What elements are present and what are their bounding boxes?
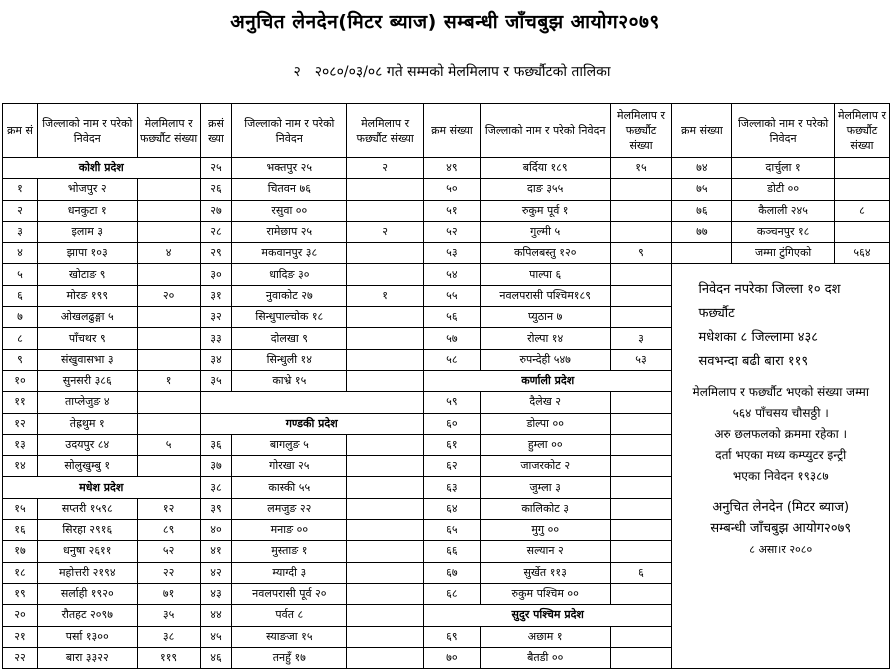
settled-cell: ८ <box>834 200 889 221</box>
note-line: मधेशका ८ जिल्लामा ४३८ <box>698 330 819 346</box>
settled-cell <box>137 349 200 370</box>
settled-cell <box>610 179 672 200</box>
settled-cell <box>834 158 889 179</box>
serial-cell: ७६ <box>672 200 732 221</box>
settled-cell <box>137 307 200 328</box>
district-cell: बागलुङ ५ <box>232 434 347 455</box>
serial-cell: ४० <box>200 520 232 541</box>
note-line: फर्छ्यौट <box>698 306 735 322</box>
district-cell: गुल्मी ५ <box>480 221 610 242</box>
serial-cell: ७४ <box>672 158 732 179</box>
district-cell: चितवन ७६ <box>232 179 347 200</box>
serial-cell: १ <box>3 179 38 200</box>
serial-cell: ४ <box>3 243 38 264</box>
note-settlement-total <box>672 374 889 487</box>
col-header-settled: मेलमिलाप र फर्छ्यौट संख्या <box>610 104 672 158</box>
serial-cell: ५२ <box>423 221 480 242</box>
district-cell: मनाङ ०० <box>232 520 347 541</box>
serial-cell: १५ <box>3 498 38 519</box>
col-header-district: जिल्लाको नाम र परेको निवेदन <box>732 104 835 158</box>
district-cell: संखुवासभा ३ <box>37 349 137 370</box>
settled-cell <box>137 179 200 200</box>
district-cell: रुपन्देही ५४७ <box>480 349 610 370</box>
settled-cell <box>610 413 672 434</box>
table-row <box>3 221 890 242</box>
settled-cell <box>137 221 200 242</box>
settled-cell <box>347 605 424 626</box>
serial-cell: ६३ <box>423 477 480 498</box>
serial-cell: ७५ <box>672 179 732 200</box>
district-cell: सुनसरी ३८६ <box>37 370 137 391</box>
settled-cell <box>610 520 672 541</box>
district-cell: उदयपुर ८४ <box>37 434 137 455</box>
district-cell: सल्यान २ <box>480 541 610 562</box>
settled-cell <box>610 200 672 221</box>
settled-cell: ३५ <box>137 605 200 626</box>
serial-cell: ३० <box>200 264 232 285</box>
serial-cell: १४ <box>3 456 38 477</box>
table-row <box>3 179 890 200</box>
settled-cell: ७१ <box>137 583 200 604</box>
serial-cell: १३ <box>3 434 38 455</box>
settled-cell <box>347 477 424 498</box>
serial-cell: ८ <box>3 328 38 349</box>
serial-cell: २८ <box>200 221 232 242</box>
district-cell: नवलपरासी पूर्व २० <box>232 583 347 604</box>
note-line: सम्बन्धी जाँचबुझ आयोग२०७९ <box>710 521 852 537</box>
district-cell: डोल्पा ०० <box>480 413 610 434</box>
serial-cell: ५९ <box>423 392 480 413</box>
settled-cell <box>137 456 200 477</box>
district-cell: भोजपुर २ <box>37 179 137 200</box>
district-cell: बारा ३३२२ <box>37 647 137 668</box>
settled-cell: २ <box>347 221 424 242</box>
serial-cell: २९ <box>200 243 232 264</box>
district-cell: ताप्लेजुङ ४ <box>37 392 137 413</box>
col-header-district: जिल्लाको नाम र परेको निवेदन <box>37 104 137 158</box>
settled-cell: ४ <box>137 243 200 264</box>
serial-cell: १० <box>3 370 38 391</box>
district-cell: धादिङ ३० <box>232 264 347 285</box>
settled-cell <box>610 307 672 328</box>
settled-cell <box>610 456 672 477</box>
col-header-serial: क्रम संख्या <box>423 104 480 158</box>
district-cell: जुम्ला ३ <box>480 477 610 498</box>
settled-cell: ५ <box>137 434 200 455</box>
settled-cell <box>347 307 424 328</box>
col-header-settled: मेलमिलाप र फर्छ्यौट संख्या <box>137 104 200 158</box>
district-cell: रुकुम पूर्व १ <box>480 200 610 221</box>
serial-cell: ७० <box>423 647 480 668</box>
note-line: ८ असा।र २०८० <box>749 543 813 557</box>
district-cell: दार्चुला १ <box>732 158 835 179</box>
col-header-district: जिल्लाको नाम र परेको निवेदन <box>480 104 610 158</box>
district-cell: मोरङ १९९ <box>37 285 137 306</box>
province-heading: गण्डकी प्रदेश <box>200 413 423 434</box>
serial-cell: १६ <box>3 520 38 541</box>
settled-cell <box>347 562 424 583</box>
district-cell: नुवाकोट २७ <box>232 285 347 306</box>
serial-cell: ३ <box>3 221 38 242</box>
serial-cell: ५८ <box>423 349 480 370</box>
serial-cell: ३८ <box>200 477 232 498</box>
settled-cell <box>347 264 424 285</box>
district-cell: खोटाङ ९ <box>37 264 137 285</box>
district-cell: जाजरकोट २ <box>480 456 610 477</box>
serial-cell: ६८ <box>423 583 480 604</box>
district-cell: कास्की ५५ <box>232 477 347 498</box>
settled-cell <box>347 541 424 562</box>
settled-cell <box>137 413 200 434</box>
district-cell: रोल्पा १४ <box>480 328 610 349</box>
district-cell: पाल्पा ६ <box>480 264 610 285</box>
settled-cell <box>610 541 672 562</box>
table-header-row <box>3 104 890 158</box>
serial-cell: ५३ <box>423 243 480 264</box>
province-heading: कोशी प्रदेश <box>3 158 201 179</box>
district-cell: दाङ ३५५ <box>480 179 610 200</box>
district-cell: सप्तरी १५९८ <box>37 498 137 519</box>
settled-cell: १२ <box>137 498 200 519</box>
settlement-table <box>2 103 890 669</box>
settled-cell <box>137 264 200 285</box>
subtitle-text: २०८०/०३/०८ गते सम्मको मेलमिलाप र फर्छ्यौटको तालिका <box>314 64 611 80</box>
serial-cell: ६४ <box>423 498 480 519</box>
settled-cell <box>610 647 672 668</box>
serial-cell: ६७ <box>423 562 480 583</box>
settled-cell: ३ <box>610 328 672 349</box>
district-cell: लमजुङ २२ <box>232 498 347 519</box>
settled-cell: २० <box>137 285 200 306</box>
district-cell: जम्मा टुंगिएको <box>732 243 835 264</box>
district-cell: स्याङजा १५ <box>232 626 347 647</box>
serial-cell: ३९ <box>200 498 232 519</box>
district-cell: सिन्धुपाल्चोक १८ <box>232 307 347 328</box>
serial-cell: ६९ <box>423 626 480 647</box>
col-header-serial: क्रसं ख्या <box>200 104 232 158</box>
col-header-serial: क्रम सं <box>3 104 38 158</box>
settled-cell <box>347 647 424 668</box>
district-cell: सोलुखुम्बु १ <box>37 456 137 477</box>
settled-cell: ६ <box>610 562 672 583</box>
serial-cell: १८ <box>3 562 38 583</box>
settled-cell: ३८ <box>137 626 200 647</box>
serial-cell: ३३ <box>200 328 232 349</box>
settled-cell <box>610 477 672 498</box>
serial-cell: २० <box>3 605 38 626</box>
district-cell: सुर्खेत ११३ <box>480 562 610 583</box>
serial-cell: ६२ <box>423 456 480 477</box>
settled-cell: ५२ <box>137 541 200 562</box>
serial-cell: २७ <box>200 200 232 221</box>
page-title: अनुचित लेनदेन(मिटर ब्याज) सम्बन्धी जाँचबुझ आयोग२०७९ <box>230 11 660 33</box>
settled-cell: २ <box>347 158 424 179</box>
page-subtitle <box>0 62 890 81</box>
settled-cell: २२ <box>137 562 200 583</box>
serial-cell: २ <box>3 200 38 221</box>
district-cell: रामेछाप २५ <box>232 221 347 242</box>
note-signature <box>672 487 889 560</box>
serial-cell: ३६ <box>200 434 232 455</box>
district-cell: ओखलढुङ्गा ५ <box>37 307 137 328</box>
note-line: निवेदन नपरेका जिल्ला १० दश <box>698 282 841 298</box>
district-cell: भक्तपुर २५ <box>232 158 347 179</box>
settled-cell <box>610 285 672 306</box>
district-cell: महोत्तरी २१९४ <box>37 562 137 583</box>
district-cell: तेह्रथुम १ <box>37 413 137 434</box>
settled-cell <box>347 520 424 541</box>
district-cell: पर्सा १३०० <box>37 626 137 647</box>
serial-cell: १७ <box>3 541 38 562</box>
district-cell: बर्दिया १८९ <box>480 158 610 179</box>
serial-cell: १२ <box>3 413 38 434</box>
col-header-serial: क्रम संख्या <box>672 104 732 158</box>
settled-cell <box>137 328 200 349</box>
district-cell: सर्लाही १९२० <box>37 583 137 604</box>
serial-cell: ४९ <box>423 158 480 179</box>
serial-cell: ६६ <box>423 541 480 562</box>
table-row <box>3 158 890 179</box>
serial-cell: ११ <box>3 392 38 413</box>
district-cell: इलाम ३ <box>37 221 137 242</box>
table-row <box>3 200 890 221</box>
settled-cell <box>347 456 424 477</box>
settled-cell: १ <box>347 285 424 306</box>
district-cell: म्याग्दी ३ <box>232 562 347 583</box>
serial-cell: ३२ <box>200 307 232 328</box>
district-cell: दैलेख २ <box>480 392 610 413</box>
serial-cell: ३७ <box>200 456 232 477</box>
col-header-settled: मेलमिलाप र फर्छ्यौट संख्या <box>834 104 889 158</box>
district-cell: रसुवा ०० <box>232 200 347 221</box>
settled-cell: ९ <box>610 243 672 264</box>
blank-cell <box>200 392 423 413</box>
serial-cell: ४५ <box>200 626 232 647</box>
district-cell: हुम्ला ०० <box>480 434 610 455</box>
settled-cell <box>137 392 200 413</box>
settled-cell: ८९ <box>137 520 200 541</box>
serial-cell: ५६ <box>423 307 480 328</box>
serial-cell: ४१ <box>200 541 232 562</box>
settled-cell: ५३ <box>610 349 672 370</box>
district-cell: मुस्ताङ १ <box>232 541 347 562</box>
district-cell: कञ्चनपुर १८ <box>732 221 835 242</box>
note-line: सवभन्दा बढी बारा ११९ <box>698 354 809 370</box>
col-header-settled: मेलमिलाप र फर्छ्यौट संख्या <box>347 104 424 158</box>
district-cell: डोटी ०० <box>732 179 835 200</box>
district-cell: अछाम १ <box>480 626 610 647</box>
settled-cell <box>610 264 672 285</box>
settled-cell <box>347 349 424 370</box>
district-cell: पर्वत ८ <box>232 605 347 626</box>
settled-cell <box>610 392 672 413</box>
serial-cell: २१ <box>3 626 38 647</box>
district-cell: धनुषा २६११ <box>37 541 137 562</box>
serial-cell: ५१ <box>423 200 480 221</box>
table-row <box>3 243 890 264</box>
serial-cell: ५० <box>423 179 480 200</box>
settled-cell <box>137 200 200 221</box>
settled-cell <box>347 583 424 604</box>
settled-cell <box>610 434 672 455</box>
settled-cell <box>347 498 424 519</box>
settled-cell <box>347 243 424 264</box>
district-cell: मुगु ०० <box>480 520 610 541</box>
settled-cell <box>347 626 424 647</box>
district-cell: गोरखा २५ <box>232 456 347 477</box>
serial-cell: ६० <box>423 413 480 434</box>
serial-cell: ६५ <box>423 520 480 541</box>
district-cell: काभ्रे १५ <box>232 370 347 391</box>
settled-cell <box>347 179 424 200</box>
province-heading: कर्णाली प्रदेश <box>423 370 671 391</box>
settled-cell: ११९ <box>137 647 200 668</box>
district-cell: झापा १०३ <box>37 243 137 264</box>
note-line: अनुचित लेनदेन (मिटर ब्याज) <box>712 500 850 516</box>
subtitle-number: २ <box>293 64 301 80</box>
serial-cell: ६१ <box>423 434 480 455</box>
serial-cell: ३५ <box>200 370 232 391</box>
serial-cell <box>672 243 732 264</box>
serial-cell: ३४ <box>200 349 232 370</box>
district-cell: दोलखा ९ <box>232 328 347 349</box>
district-cell: धनकुटा १ <box>37 200 137 221</box>
note-line: दर्ता भएका मध्य कम्प्युटर इन्ट्री <box>715 448 847 463</box>
settled-cell <box>347 434 424 455</box>
district-cell: पाँचथर ९ <box>37 328 137 349</box>
settled-cell: ५६४ <box>834 243 889 264</box>
serial-cell: ४२ <box>200 562 232 583</box>
serial-cell: २६ <box>200 179 232 200</box>
serial-cell: ७७ <box>672 221 732 242</box>
serial-cell: ४४ <box>200 605 232 626</box>
settled-cell: १५ <box>610 158 672 179</box>
district-cell: कालिकोट ३ <box>480 498 610 519</box>
settled-cell <box>347 328 424 349</box>
settled-cell: १ <box>137 370 200 391</box>
settled-cell <box>834 179 889 200</box>
settled-cell <box>347 370 424 391</box>
district-cell: तनहुँ १७ <box>232 647 347 668</box>
district-cell: कैलाली २४५ <box>732 200 835 221</box>
serial-cell: ४६ <box>200 647 232 668</box>
serial-cell: २२ <box>3 647 38 668</box>
serial-cell: ४३ <box>200 583 232 604</box>
district-cell: मकवानपुर ३८ <box>232 243 347 264</box>
province-heading: सुदुर पश्चिम प्रदेश <box>423 605 671 626</box>
serial-cell: ५७ <box>423 328 480 349</box>
district-cell: बैतडी ०० <box>480 647 610 668</box>
serial-cell: २५ <box>200 158 232 179</box>
note-line: मेलमिलाप र फर्छ्यौट भएको संख्या जम्मा <box>692 385 869 400</box>
serial-cell: ५५ <box>423 285 480 306</box>
note-line: भएका निवेदन १९३८७ <box>732 469 829 484</box>
note-line: अरु छलफलको क्रममा रहेका । <box>714 427 848 442</box>
district-cell: रुकुम पश्चिम ०० <box>480 583 610 604</box>
col-header-district: जिल्लाको नाम र परेको निवेदन <box>232 104 347 158</box>
district-cell: सिन्धुली १४ <box>232 349 347 370</box>
serial-cell: ५४ <box>423 264 480 285</box>
serial-cell: ९ <box>3 349 38 370</box>
settled-cell <box>834 221 889 242</box>
district-cell: सिरहा २९१६ <box>37 520 137 541</box>
settled-cell <box>610 626 672 647</box>
table-row <box>3 264 890 285</box>
serial-cell: ६ <box>3 285 38 306</box>
note-no-applications <box>672 264 889 374</box>
summary-note <box>672 264 890 669</box>
settled-cell <box>610 583 672 604</box>
district-cell: रौतहट २०९७ <box>37 605 137 626</box>
serial-cell: ३१ <box>200 285 232 306</box>
district-cell: कपिलबस्तु १२० <box>480 243 610 264</box>
note-line: ५६४ पाँचसय चौसठ्ठी । <box>732 406 829 421</box>
district-cell: नवलपरासी पश्चिम१८९ <box>480 285 610 306</box>
serial-cell: १९ <box>3 583 38 604</box>
settled-cell <box>347 200 424 221</box>
serial-cell: ७ <box>3 307 38 328</box>
settled-cell <box>610 221 672 242</box>
province-heading: मधेश प्रदेश <box>3 477 201 498</box>
district-cell: प्युठान ७ <box>480 307 610 328</box>
settled-cell <box>610 498 672 519</box>
serial-cell: ५ <box>3 264 38 285</box>
